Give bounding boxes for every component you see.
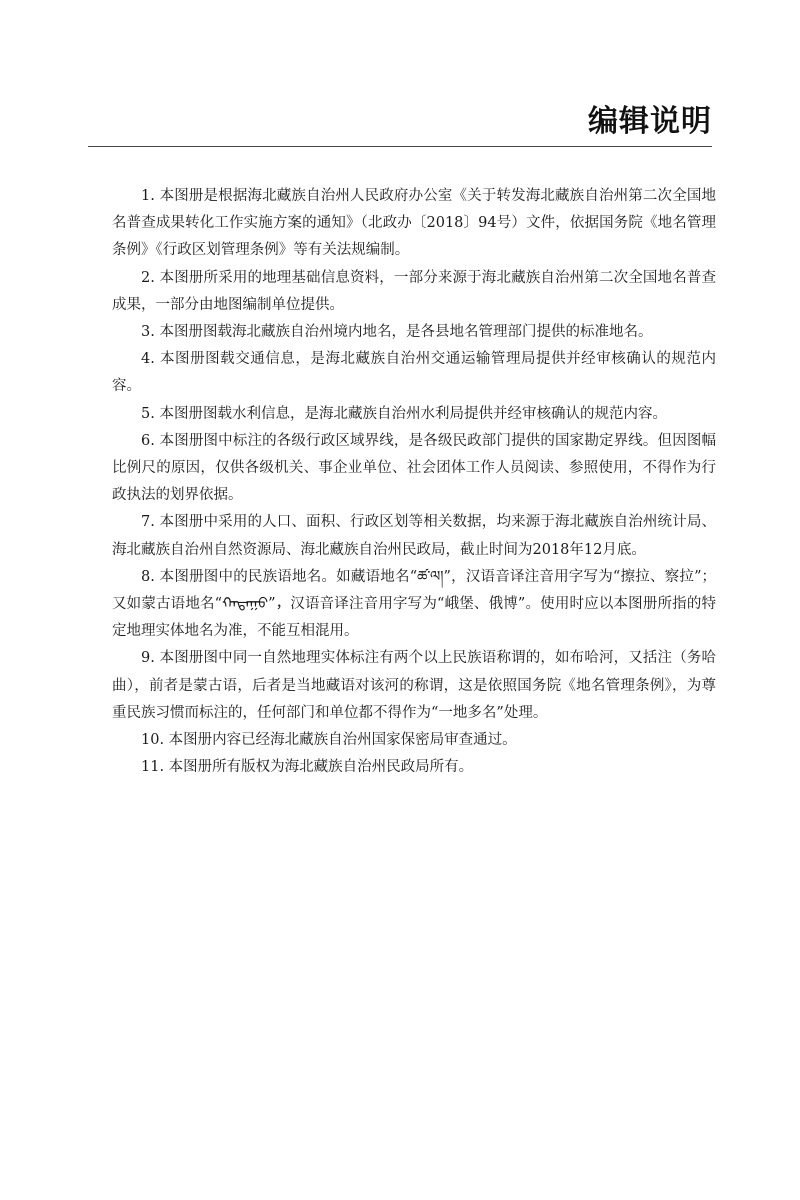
note-paragraph-11: 11. 本图册所有版权为海北藏族自治州民政局所有。 — [141, 759, 474, 776]
note-paragraph-3: 3. 本图册图载海北藏族自治州境内地名，是各县地名管理部门提供的标准地名。 — [141, 324, 653, 341]
note-paragraph-5: 5. 本图册图载水利信息，是海北藏族自治州水利局提供并经审核确认的规范内容。 — [141, 405, 667, 422]
note-paragraph-4: 4. 本图册图载交通信息，是海北藏族自治州交通运输管理局提供并经审核确认的规范内容。 — [112, 351, 716, 395]
note-paragraph-8: 8. 本图册图中的民族语地名。如藏语地名“ཚ་ལ།”，汉语音译注音用字写为“擦拉、察拉”；又如蒙古语地名“ᠬᠠᠲᠠᠭᠤ”，汉语音译注音用字写为“峨堡、俄博”。使用时应以本图册所指的特定地理实体地名为准，不能互相混用。 — [112, 568, 716, 640]
title-divider — [88, 146, 712, 147]
note-paragraph-10: 10. 本图册内容已经海北藏族自治州国家保密局审查通过。 — [141, 732, 517, 749]
note-paragraph-7: 7. 本图册中采用的人口、面积、行政区划等相关数据，均来源于海北藏族自治州统计局、海北藏族自治州自然资源局、海北藏族自治州民政局，截止时间为2018年12月底。 — [112, 514, 716, 558]
note-paragraph-2: 2. 本图册所采用的地理基础信息资料，一部分来源于海北藏族自治州第二次全国地名普查成果，一部分由地图编制单位提供。 — [112, 269, 716, 313]
note-paragraph-1: 1. 本图册是根据海北藏族自治州人民政府办公室《关于转发海北藏族自治州第二次全国地名普查成果转化工作实施方案的通知》（北政办〔2018〕94号）文件，依据国务院《地名管理条例》《行政区划管理条例》等有关法规编制。 — [112, 188, 716, 259]
editorial-notes — [112, 183, 716, 781]
page-title: 编辑说明 — [588, 104, 712, 139]
note-paragraph-6: 6. 本图册图中标注的各级行政区域界线，是各级民政部门提供的国家勘定界线。但因图幅比例尺的原因，仅供各级机关、事企业单位、社会团体工作人员阅读、参照使用，不得作为行政执法的划界依据。 — [112, 432, 716, 504]
note-paragraph-9: 9. 本图册图中同一自然地理实体标注有两个以上民族语称谓的，如布哈河，又括注（务哈曲），前者是蒙古语，后者是当地藏语对该河的称谓，这是依照国务院《地名管理条例》，为尊重民族习惯而标注的，任何部门和单位都不得作为“一地多名”处理。 — [112, 650, 716, 721]
